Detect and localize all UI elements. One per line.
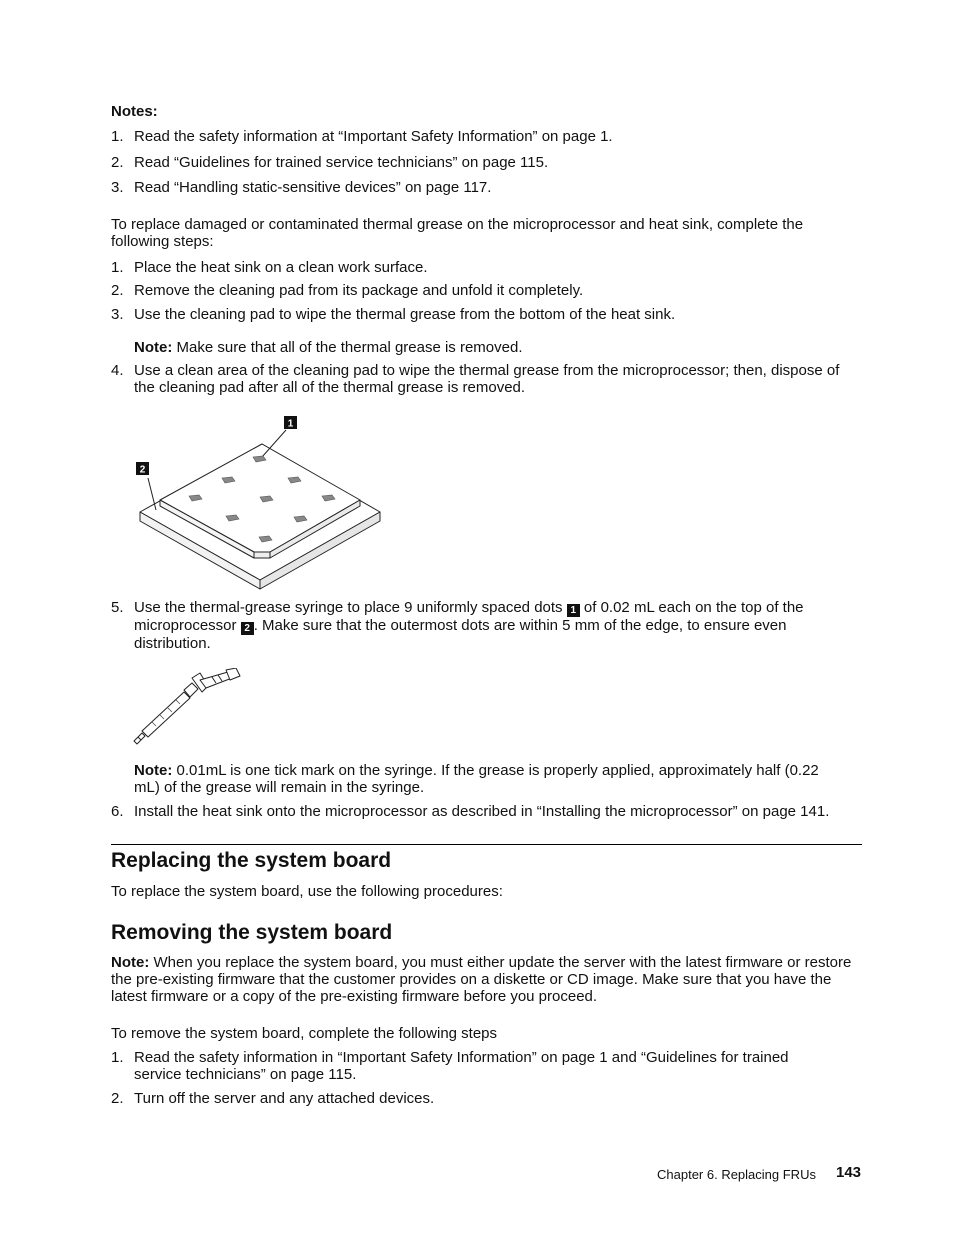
footer-chapter: Chapter 6. Replacing FRUs <box>657 1167 816 1182</box>
section-title-removing: Removing the system board <box>111 921 393 944</box>
callout-2 <box>136 462 149 476</box>
list-item: Read the safety information at “Important Safety Information” on page 1. <box>134 128 613 145</box>
section-title-replacing: Replacing the system board <box>111 849 392 872</box>
note-text: Make sure that all of the thermal grease is removed. <box>176 339 523 356</box>
step-5-part-a: Use the thermal-grease syringe to place 9 uniformly spaced dots <box>134 599 563 616</box>
microprocessor-illustration <box>134 412 386 594</box>
step-number: 2. <box>111 1090 124 1107</box>
step-number: 3. <box>111 306 124 323</box>
note-step-5 <box>134 762 834 796</box>
step-number: 6. <box>111 803 124 820</box>
step-5-part-c: . Make sure that the outermost dots are within 5 mm of the edge, to ensure even distribution. <box>134 617 787 652</box>
step-text: Install the heat sink onto the microprocessor as described in “Installing the microprocessor” on page 141. <box>134 803 830 820</box>
inline-callout-2: 2 <box>241 622 254 635</box>
note-label: Note: <box>111 954 150 971</box>
list-item: Read “Guidelines for trained service technicians” on page 115. <box>134 154 549 171</box>
note-label: Note: <box>134 339 173 356</box>
step-text <box>134 599 834 652</box>
list-number: 2. <box>111 154 124 171</box>
step-text: Use a clean area of the cleaning pad to wipe the thermal grease from the microprocessor; then, dispose of the cleaning pad after all of the thermal grease is removed. <box>134 362 840 396</box>
section-divider <box>111 844 862 845</box>
notes-heading: Notes: <box>111 103 158 120</box>
step-number: 1. <box>111 259 124 276</box>
section-note <box>111 954 863 1005</box>
step-text: Use the cleaning pad to wipe the thermal grease from the bottom of the heat sink. <box>134 306 676 323</box>
list-number: 3. <box>111 179 124 196</box>
grease-intro: To replace damaged or contaminated thermal grease on the microprocessor and heat sink, complete the following steps: <box>111 216 804 250</box>
step-text: Read the safety information in “Important Safety Information” on page 1 and “Guidelines for trained service technicians” on page 115. <box>134 1049 789 1083</box>
list-number: 1. <box>111 128 124 145</box>
step-number: 2. <box>111 282 124 299</box>
page-number: 143 <box>836 1164 862 1181</box>
note-text: When you replace the system board, you must either update the server with the latest firmware or restore the pre-existing firmware that the customer provides on a diskette or CD image. Make sure that you have the latest firmware or a copy of the pre-existing firmware before you proceed. <box>111 954 852 1005</box>
note-text: 0.01mL is one tick mark on the syringe. If the grease is properly applied, approximately half (0.22 mL) of the grease will remain in the syringe. <box>134 762 819 796</box>
svg-text:2: 2 <box>139 464 146 476</box>
syringe-illustration <box>132 668 248 746</box>
step-text: Turn off the server and any attached devices. <box>134 1090 435 1107</box>
step-text: Place the heat sink on a clean work surface. <box>134 259 428 276</box>
callout-1 <box>284 416 297 430</box>
svg-text:1: 1 <box>287 418 294 430</box>
note-step-3 <box>134 339 864 356</box>
step-number: 4. <box>111 362 124 379</box>
step-number: 1. <box>111 1049 124 1066</box>
section-intro: To remove the system board, complete the following steps <box>111 1025 498 1042</box>
note-label: Note: <box>134 762 173 779</box>
step-text: Remove the cleaning pad from its package and unfold it completely. <box>134 282 584 299</box>
step-number: 5. <box>111 599 124 616</box>
list-item: Read “Handling static-sensitive devices” on page 117. <box>134 179 492 196</box>
step-5-part-b: of 0.02 mL each on the top of the microprocessor <box>134 599 804 634</box>
inline-callout-1: 1 <box>567 604 580 617</box>
section-text: To replace the system board, use the following procedures: <box>111 883 503 900</box>
